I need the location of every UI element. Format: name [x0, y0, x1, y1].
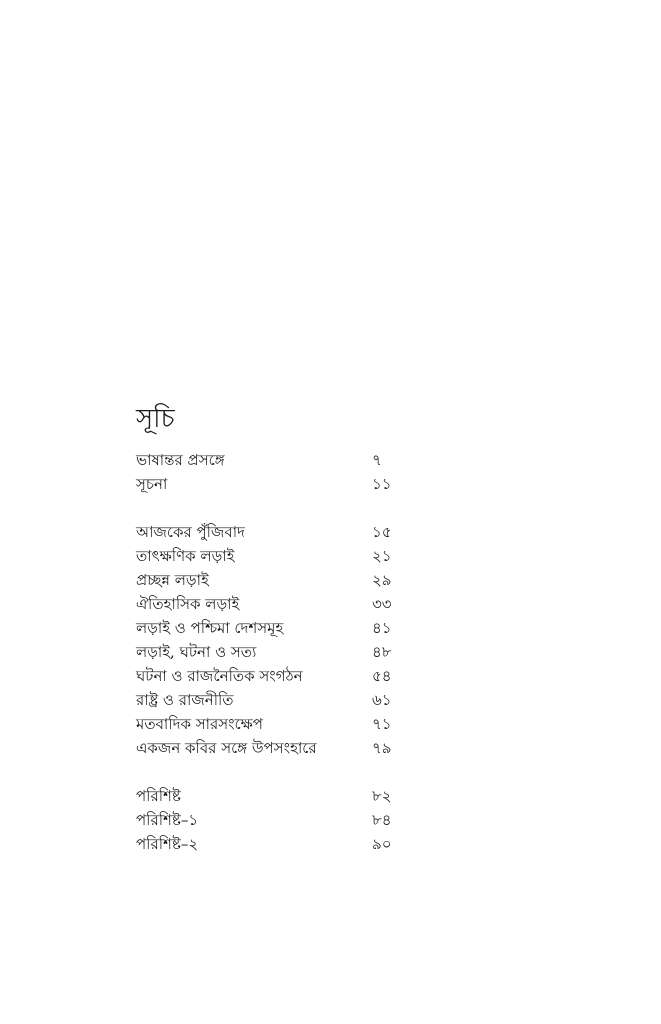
toc-entry: [136, 712, 398, 736]
toc-entry-page: ৪৮: [372, 643, 392, 661]
toc-entry-label: লড়াই, ঘটনা ও সত্য: [136, 643, 257, 661]
toc-entry: [136, 592, 398, 616]
toc-entry-label: একজন কবির সঙ্গে উপসংহারে: [136, 739, 317, 757]
toc-entry-page: ২১: [372, 547, 392, 565]
toc-entry-page: ৭১: [372, 715, 392, 733]
toc-entry-page: ১৫: [372, 523, 392, 541]
toc-entry-label: পরিশিষ্ট–২: [136, 835, 199, 853]
toc-title: সূচি: [136, 404, 175, 434]
toc-entry-label: সূচনা: [136, 475, 168, 493]
toc-entry-page: ৭৯: [372, 739, 392, 757]
toc-entry: [136, 664, 398, 688]
toc-entry: [136, 688, 398, 712]
toc-entry: [136, 472, 398, 496]
toc-entry-label: রাষ্ট্র ও রাজনীতি: [136, 691, 234, 709]
toc-entry-page: ৪১: [372, 619, 392, 637]
toc-entry-page: ৩৩: [372, 595, 392, 613]
toc-entry-page: ৭: [372, 451, 382, 469]
toc-entry-label: ঘটনা ও রাজনৈতিক সংগঠন: [136, 667, 303, 685]
toc-entry-label: পরিশিষ্ট: [136, 787, 181, 805]
toc-entry-page: ৯০: [372, 835, 392, 853]
toc-group-front-matter: [136, 448, 398, 496]
toc-entry: [136, 736, 398, 760]
toc-entry: [136, 832, 398, 856]
table-of-contents: [136, 402, 398, 880]
toc-entry-page: ১১: [372, 475, 392, 493]
toc-group-appendices: [136, 784, 398, 856]
toc-entry: [136, 784, 398, 808]
toc-entry-label: প্রচ্ছন্ন লড়াই: [136, 571, 209, 589]
toc-entry: [136, 448, 398, 472]
toc-entry-label: লড়াই ও পশ্চিমা দেশসমূহ: [136, 619, 284, 637]
toc-entry-label: আজকের পুঁজিবাদ: [136, 523, 245, 541]
toc-entry-label: ভাষান্তর প্রসঙ্গে: [136, 451, 225, 469]
toc-entry-label: মতবাদিক সারসংক্ষেপ: [136, 715, 263, 733]
toc-group-chapters: [136, 520, 398, 760]
toc-entry: [136, 568, 398, 592]
toc-entry-label: তাৎক্ষণিক লড়াই: [136, 547, 235, 565]
toc-entry: [136, 520, 398, 544]
toc-entry: [136, 616, 398, 640]
toc-entry-label: পরিশিষ্ট–১: [136, 811, 199, 829]
toc-entry: [136, 808, 398, 832]
toc-entry: [136, 640, 398, 664]
toc-entry-page: ৮২: [372, 787, 392, 805]
toc-entry-label: ঐতিহাসিক লড়াই: [136, 595, 240, 613]
toc-entry-page: ৬১: [372, 691, 392, 709]
toc-entry-page: ৫৪: [372, 667, 392, 685]
toc-entry-page: ২৯: [372, 571, 392, 589]
toc-entry-page: ৮৪: [372, 811, 392, 829]
toc-entry: [136, 544, 398, 568]
